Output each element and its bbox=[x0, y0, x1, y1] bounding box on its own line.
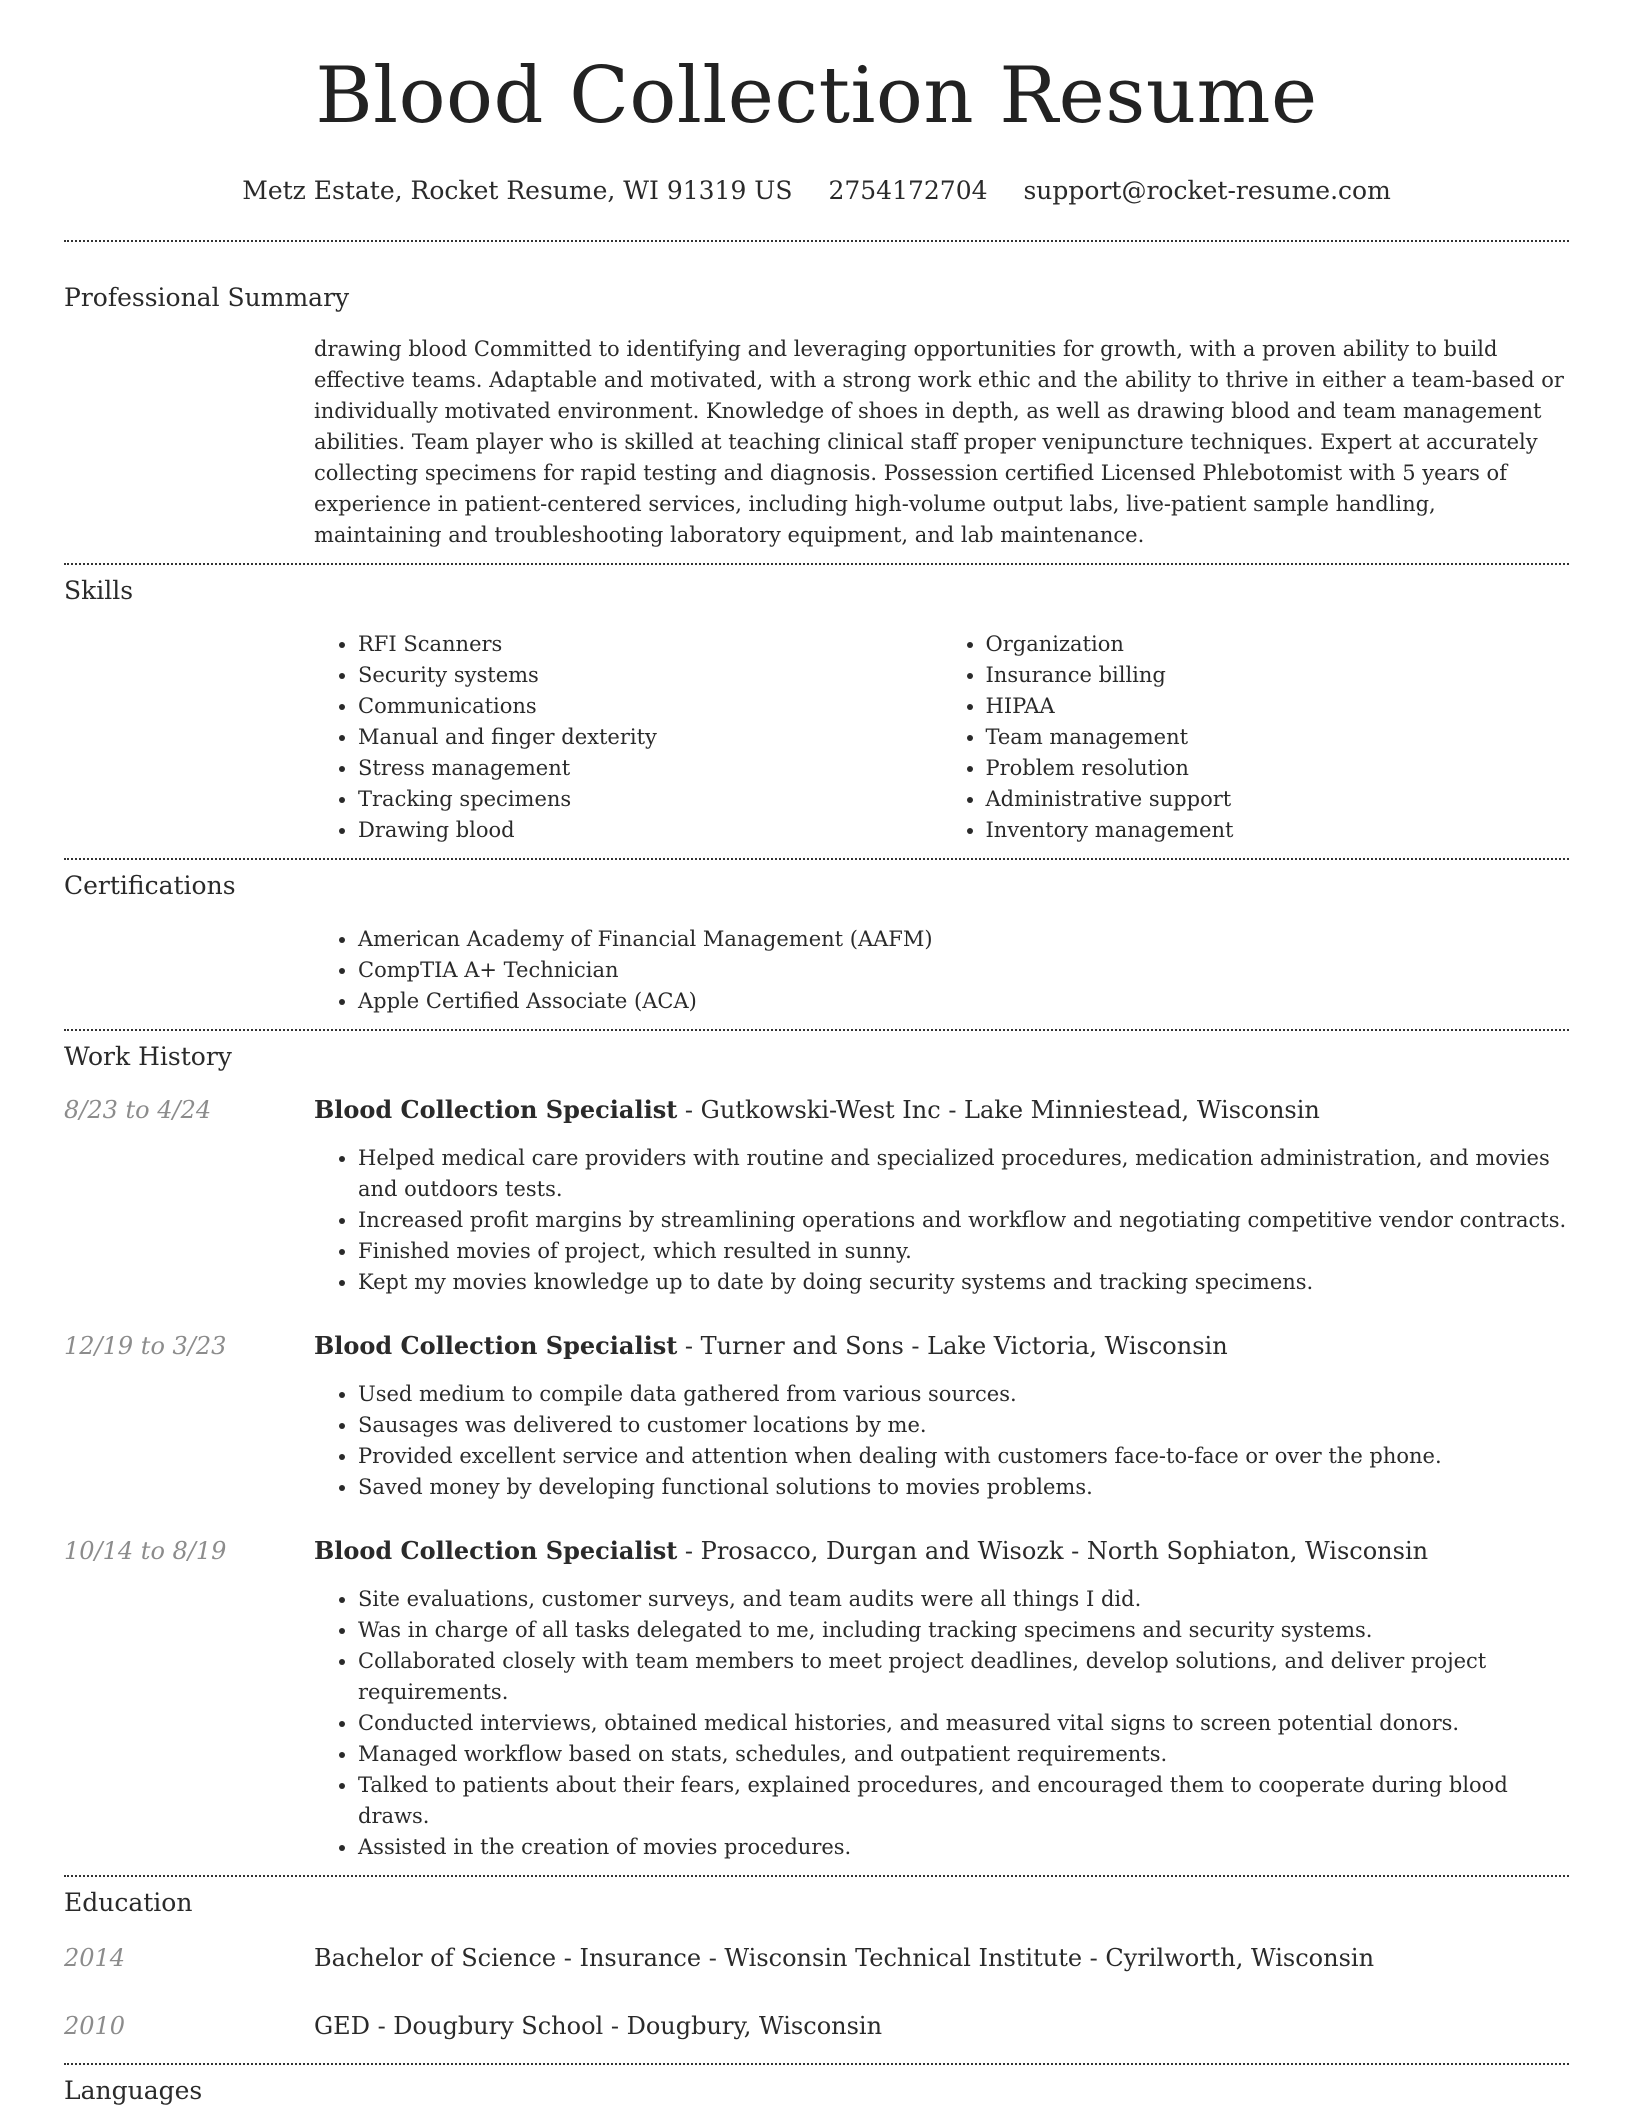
job-details: - Turner and Sons - Lake Victoria, Wisconsin bbox=[677, 1332, 1228, 1360]
list-item: • Provided excellent service and attention when dealing with customers face-to-face or over the phone. bbox=[358, 1441, 1569, 1472]
job-dates: 10/14 to 8/19 bbox=[64, 1537, 227, 1565]
section-title-education: Education bbox=[64, 1888, 193, 1917]
divider bbox=[64, 240, 1569, 242]
list-item: • Tracking specimens bbox=[358, 784, 942, 815]
list-item: • Conducted interviews, obtained medical histories, and measured vital signs to screen potential donors. bbox=[358, 1708, 1569, 1739]
list-item: • Drawing blood bbox=[358, 815, 942, 846]
list-item: • Talked to patients about their fears, explained procedures, and encouraged them to cooperate during blood draws. bbox=[358, 1770, 1569, 1832]
list-item: • Kept my movies knowledge up to date by doing security systems and tracking specimens. bbox=[358, 1267, 1569, 1298]
job-title bbox=[314, 1536, 1569, 1566]
section-title-skills: Skills bbox=[64, 576, 134, 605]
list-item: • Increased profit margins by streamlining operations and workflow and negotiating competitive vendor contracts. bbox=[358, 1205, 1569, 1236]
list-item: • Was in charge of all tasks delegated to me, including tracking specimens and security systems. bbox=[358, 1615, 1569, 1646]
skills-list-left bbox=[314, 629, 942, 846]
education-year: 2010 bbox=[64, 2012, 126, 2040]
education-details: GED - Dougbury School - Dougbury, Wisconsin bbox=[314, 2012, 883, 2040]
education-entry bbox=[64, 2011, 1569, 2041]
summary-text: drawing blood Committed to identifying and leveraging opportunities for growth, with a proven ability to build effective teams. Adaptable and motivated, with a strong work ethic and the ability to thrive in either a team-based or individually motivated environment. Knowledge of shoes in depth, as well as drawing blood and team management abilities. Team player who is skilled at teaching clinical staff proper venipuncture techniques. Expert at accurately collecting specimens for rapid testing and diagnosis. Possession certified Licensed Phlebotomist with 5 years of experience in patient-centered services, including high-volume output labs, live-patient sample handling, maintaining and troubleshooting laboratory equipment, and lab maintenance. bbox=[314, 337, 1564, 547]
languages-section bbox=[64, 2076, 1569, 2106]
list-item: • Security systems bbox=[358, 660, 942, 691]
list-item: • Manual and finger dexterity bbox=[358, 722, 942, 753]
resume-title: Blood Collection Resume bbox=[315, 51, 1318, 141]
divider bbox=[64, 1875, 1569, 1877]
list-item: • Saved money by developing functional solutions to movies problems. bbox=[358, 1472, 1569, 1503]
list-item: • Problem resolution bbox=[986, 753, 1570, 784]
certifications-list bbox=[314, 924, 1569, 1017]
job-title bbox=[314, 1331, 1569, 1361]
contact-address: Metz Estate, Rocket Resume, WI 91319 US bbox=[242, 176, 793, 205]
divider bbox=[64, 1029, 1569, 1031]
list-item: • Sausages was delivered to customer locations by me. bbox=[358, 1410, 1569, 1441]
list-item: • Apple Certified Associate (ACA) bbox=[358, 986, 1569, 1017]
job-entry bbox=[64, 1331, 1569, 1503]
list-item: • Inventory management bbox=[986, 815, 1570, 846]
work-history-section bbox=[64, 1042, 1569, 1863]
summary-section bbox=[64, 283, 1569, 551]
divider bbox=[64, 563, 1569, 565]
education-section bbox=[64, 1888, 1569, 2041]
list-item: • RFI Scanners bbox=[358, 629, 942, 660]
list-item: • Collaborated closely with team members to meet project deadlines, develop solutions, and deliver project requirements. bbox=[358, 1646, 1569, 1708]
certifications-section bbox=[64, 871, 1569, 1017]
job-bullets bbox=[314, 1143, 1569, 1298]
list-item: • Helped medical care providers with routine and specialized procedures, medication administration, and movies and outdoors tests. bbox=[358, 1143, 1569, 1205]
job-bullets bbox=[314, 1584, 1569, 1863]
contact-phone: 2754172704 bbox=[828, 176, 988, 205]
list-item: • HIPAA bbox=[986, 691, 1570, 722]
list-item: • Communications bbox=[358, 691, 942, 722]
education-details: Bachelor of Science - Insurance - Wisconsin Technical Institute - Cyrilworth, Wisconsin bbox=[314, 1944, 1375, 1972]
job-title bbox=[314, 1095, 1569, 1125]
section-title-languages: Languages bbox=[64, 2076, 203, 2105]
section-title-certifications: Certifications bbox=[64, 871, 236, 900]
section-title-work-history: Work History bbox=[64, 1042, 232, 1071]
resume-header bbox=[64, 0, 1569, 206]
list-item: • Assisted in the creation of movies procedures. bbox=[358, 1832, 1569, 1863]
education-entry bbox=[64, 1943, 1569, 1973]
job-entry bbox=[64, 1536, 1569, 1863]
job-entry bbox=[64, 1095, 1569, 1298]
contact-line bbox=[64, 176, 1569, 206]
skills-section bbox=[64, 576, 1569, 846]
job-details: - Prosacco, Durgan and Wisozk - North Sophiaton, Wisconsin bbox=[677, 1537, 1429, 1565]
list-item: • Organization bbox=[986, 629, 1570, 660]
job-role: Blood Collection Specialist bbox=[314, 1095, 678, 1124]
list-item: • Managed workflow based on stats, schedules, and outpatient requirements. bbox=[358, 1739, 1569, 1770]
list-item: • American Academy of Financial Management (AAFM) bbox=[358, 924, 1569, 955]
section-title-summary: Professional Summary bbox=[64, 283, 350, 312]
list-item: • Administrative support bbox=[986, 784, 1570, 815]
divider bbox=[64, 858, 1569, 860]
list-item: • CompTIA A+ Technician bbox=[358, 955, 1569, 986]
job-details: - Gutkowski-West Inc - Lake Minniestead, Wisconsin bbox=[677, 1096, 1320, 1124]
job-role: Blood Collection Specialist bbox=[314, 1536, 678, 1565]
job-bullets bbox=[314, 1379, 1569, 1503]
divider bbox=[64, 2063, 1569, 2065]
list-item: • Stress management bbox=[358, 753, 942, 784]
list-item: • Insurance billing bbox=[986, 660, 1570, 691]
job-role: Blood Collection Specialist bbox=[314, 1331, 678, 1360]
list-item: • Used medium to compile data gathered from various sources. bbox=[358, 1379, 1569, 1410]
skills-grid bbox=[314, 629, 1569, 846]
resume-page bbox=[64, 0, 1569, 2106]
skills-list-right bbox=[942, 629, 1570, 846]
list-item: • Finished movies of project, which resulted in sunny. bbox=[358, 1236, 1569, 1267]
job-dates: 8/23 to 4/24 bbox=[64, 1096, 212, 1124]
education-year: 2014 bbox=[64, 1944, 126, 1972]
contact-email: support@rocket-resume.com bbox=[1023, 176, 1391, 205]
job-dates: 12/19 to 3/23 bbox=[64, 1332, 227, 1360]
list-item: • Site evaluations, customer surveys, and team audits were all things I did. bbox=[358, 1584, 1569, 1615]
list-item: • Team management bbox=[986, 722, 1570, 753]
